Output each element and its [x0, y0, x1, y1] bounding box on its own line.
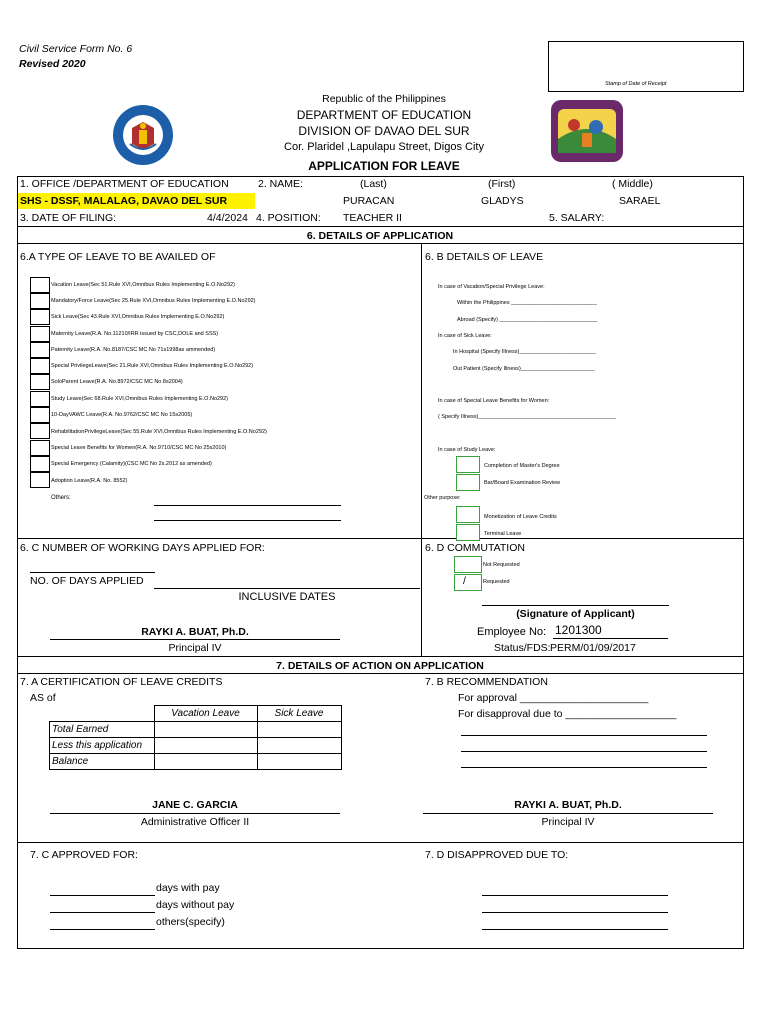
leave-checkbox-rehabilitation[interactable]: [30, 423, 50, 439]
header-address: Cor. Plaridel ,Lapulapu Street, Digos City: [284, 141, 484, 153]
leave-type-adoption: Adoption Leave(R.A. No. 8552): [51, 478, 128, 484]
leave-type-vawc: 10-DayVAWC Leave(R.A. No.9762/CSC MC No 15s2005): [51, 412, 193, 418]
days-without-pay-line[interactable]: [50, 912, 155, 913]
col-vacation-leave: Vacation Leave: [154, 706, 257, 722]
leave-type-rehabilitation: RehabilitationPrivilegeLeave(Sec 55.Rule XVI,Omnibus Rules Implementing E.O.No292): [51, 429, 267, 435]
days-with-pay-label: days with pay: [156, 882, 220, 894]
study-details-header: In case of Study Leave:: [438, 447, 496, 453]
filing-date-value[interactable]: 4/4/2024: [207, 212, 248, 224]
disapproved-line-3[interactable]: [482, 929, 668, 930]
first-name-value[interactable]: GLADYS: [481, 195, 524, 207]
leave-checkbox-vawc[interactable]: [30, 407, 50, 423]
working-days-title: 6. C NUMBER OF WORKING DAYS APPLIED FOR:: [20, 542, 265, 554]
col-sick-leave: Sick Leave: [257, 706, 341, 722]
principal-title-7: Principal IV: [541, 816, 595, 828]
form-frame: [17, 176, 744, 949]
cell-balance-vacation[interactable]: [154, 754, 257, 770]
leave-type-women: Special Leave Benefits for Women(R.A. No.9710/CSC MC No 25s2010): [51, 445, 227, 451]
requested-checkbox[interactable]: [454, 574, 482, 591]
leave-type-sick: Sick Leave(Sec 43.Rule XVI,Omnibus Rules Implementing E.O.No292): [51, 314, 225, 320]
days-with-pay-line[interactable]: [50, 895, 155, 896]
disapproved-line-2[interactable]: [482, 912, 668, 913]
officer-name: JANE C. GARCIA: [152, 799, 238, 811]
principal-title-6: Principal IV: [168, 642, 222, 654]
principal-name-6: RAYKI A. BUAT, Ph.D.: [141, 626, 249, 638]
leave-checkbox-maternity[interactable]: [30, 326, 50, 342]
others-line-1[interactable]: [154, 505, 341, 506]
requested-check-mark: /: [463, 575, 466, 587]
principal-name-7: RAYKI A. BUAT, Ph.D.: [514, 799, 622, 811]
office-value[interactable]: SHS - DSSF, MALALAG, DAVAO DEL SUR: [20, 195, 228, 207]
cell-total-vacation[interactable]: [154, 722, 257, 738]
leave-type-vacation: Vacation Leave(Sec 51.Rule XVI,Omnibus Rules Implementing E.O.No292): [51, 282, 235, 288]
status-label: Status/FDS:: [494, 642, 551, 654]
days-applied-label: NO. OF DAYS APPLIED: [30, 575, 144, 587]
in-hospital[interactable]: In Hospital (Specify Illness)_________________________: [453, 349, 596, 355]
within-philippines[interactable]: Within the Philippines ____________________________: [457, 300, 597, 306]
disapproved-line-1[interactable]: [482, 895, 668, 896]
leave-type-paternity: Paternity Leave(R.A. No.8187/CSC MC No 71s1998as ammended): [51, 347, 216, 353]
leave-checkbox-adoption[interactable]: [30, 472, 50, 488]
others-line-2[interactable]: [154, 520, 341, 521]
leave-credits-table: [49, 705, 342, 770]
receipt-stamp-label: Stamp of Date of Receipt: [605, 81, 667, 87]
last-name-label: (Last): [360, 178, 387, 190]
rule: [17, 243, 743, 244]
leave-type-special-privilege: Special PrivilegeLeave(Sec 21.Rule XVI,Omnibus Rules Implementing E.O.No292): [51, 363, 254, 369]
leave-checkbox-special-privilege[interactable]: [30, 358, 50, 374]
row-total-earned: Total Earned: [50, 722, 155, 738]
status-value[interactable]: PERM/01/09/2017: [550, 642, 636, 654]
days-without-pay-label: days without pay: [156, 899, 235, 911]
terminal-leave-label: Terminal Leave: [484, 531, 522, 537]
leave-type-mandatory: Mandatory/Force Leave(Sec 25.Rule XVI,Omnibus Rules Implementing E.O.No292): [51, 298, 256, 304]
monetization-checkbox[interactable]: [456, 506, 480, 523]
abroad-specify[interactable]: Abroad (Specify) ________________________________: [457, 317, 598, 323]
board-review-checkbox[interactable]: [456, 474, 480, 491]
rule: [17, 538, 743, 539]
working-days-line[interactable]: [30, 572, 155, 573]
rule: [17, 656, 743, 657]
davao-del-sur-seal-icon: [550, 99, 624, 163]
board-review-label: Bar/Board Examination Review: [484, 480, 561, 486]
out-patient[interactable]: Out Patient (Specify Illness)________________________: [453, 366, 595, 372]
leave-checkbox-paternity[interactable]: [30, 342, 50, 358]
last-name-value[interactable]: PURACAN: [343, 195, 395, 207]
employee-no-line: [553, 638, 668, 639]
leave-type-study: Study Leave(Sec 68.Rule XVI,Omnibus Rules Implementing E.O.No292): [51, 396, 229, 402]
applicant-signature-label: (Signature of Applicant): [516, 608, 635, 620]
leave-checkbox-women[interactable]: [30, 440, 50, 456]
certification-title: 7. A CERTIFICATION OF LEAVE CREDITS: [20, 676, 223, 688]
others-specify-line[interactable]: [50, 929, 155, 930]
table-row: [50, 738, 342, 754]
middle-name-label: ( Middle): [612, 178, 653, 190]
for-approval[interactable]: For approval ______________________: [458, 692, 649, 704]
disapproval-line-2[interactable]: [461, 751, 707, 752]
sick-details-header: In case of Sick Leave:: [438, 333, 492, 339]
form-number: Civil Service Form No. 6: [19, 43, 133, 55]
leave-checkbox-sick[interactable]: [30, 309, 50, 325]
receipt-stamp-box: [548, 41, 744, 92]
leave-checkbox-study[interactable]: [30, 391, 50, 407]
leave-checkbox-solo-parent[interactable]: [30, 374, 50, 390]
not-requested-label: Not Requested: [483, 562, 520, 568]
table-cell: [50, 706, 155, 722]
cell-less-vacation[interactable]: [154, 738, 257, 754]
rule: [17, 842, 743, 843]
officer-signature-line: [50, 813, 340, 814]
principal-signature-line-7: [423, 813, 713, 814]
approved-for-title: 7. C APPROVED FOR:: [30, 849, 138, 861]
officer-title: Administrative Officer II: [140, 816, 250, 828]
row-balance: Balance: [50, 754, 155, 770]
table-row: [50, 754, 342, 770]
name-label: 2. NAME:: [258, 178, 303, 190]
inclusive-dates-label: INCLUSIVE DATES: [238, 591, 336, 603]
rule: [17, 226, 743, 227]
leave-type-maternity: Maternity Leave(R.A. No.11210/IRR issued by CSC,DOLE and SSS): [51, 331, 219, 337]
leave-type-solo-parent: SoloParent Leave(R.A. No.8972/CSC MC No 8s2004): [51, 379, 183, 385]
others-specify-label: others(specify): [156, 916, 225, 928]
women-details-header: In case of Special Leave Benefits for Women:: [438, 398, 550, 404]
terminal-leave-checkbox[interactable]: [456, 524, 480, 541]
employee-no-label: Employee No:: [477, 626, 547, 638]
as-of-label: AS of: [30, 692, 56, 704]
cell-balance-sick[interactable]: [257, 754, 341, 770]
principal-signature-line-6: [50, 639, 340, 640]
not-requested-checkbox[interactable]: [454, 556, 482, 573]
leave-type-title: 6.A TYPE OF LEAVE TO BE AVAILED OF: [20, 251, 216, 263]
column-divider: [421, 243, 422, 656]
leave-checkbox-mandatory[interactable]: [30, 293, 50, 309]
applicant-signature-line[interactable]: [482, 605, 669, 606]
row-less-application: Less this application: [50, 738, 155, 754]
rule: [17, 673, 743, 674]
form-revision: Revised 2020: [19, 58, 86, 70]
table-row: [50, 706, 342, 722]
disapproval-line-3[interactable]: [461, 767, 707, 768]
cell-less-sick[interactable]: [257, 738, 341, 754]
disapproved-title: 7. D DISAPPROVED DUE TO:: [425, 849, 569, 861]
leave-checkbox-calamity[interactable]: [30, 456, 50, 472]
requested-label: Requested: [483, 579, 510, 585]
office-label: 1. OFFICE /DEPARTMENT OF EDUCATION: [20, 178, 229, 190]
commutation-title: 6. D COMMUTATION: [425, 542, 525, 554]
position-label: 4. POSITION:: [256, 212, 321, 224]
monetization-label: Monetization of Leave Credits: [484, 514, 557, 520]
form-title: APPLICATION FOR LEAVE: [308, 159, 460, 173]
position-value[interactable]: TEACHER II: [343, 212, 402, 224]
masters-label: Completion of Master's Degree: [484, 463, 560, 469]
first-name-label: (First): [488, 178, 516, 190]
masters-checkbox[interactable]: [456, 456, 480, 473]
cell-total-sick[interactable]: [257, 722, 341, 738]
table-row: [50, 722, 342, 738]
header-department: DEPARTMENT OF EDUCATION: [296, 108, 472, 122]
leave-details-title: 6. B DETAILS OF LEAVE: [425, 251, 544, 263]
middle-name-value[interactable]: SARAEL: [619, 195, 661, 207]
header-division: DIVISION OF DAVAO DEL SUR: [298, 124, 470, 138]
deped-seal-icon: [112, 104, 174, 166]
section7-title: 7. DETAILS OF ACTION ON APPLICATION: [276, 660, 484, 672]
recommendation-title: 7. B RECOMMENDATION: [425, 676, 548, 688]
salary-label: 5. SALARY:: [549, 212, 605, 224]
inclusive-dates-line[interactable]: [154, 588, 420, 589]
other-purpose-label: Other purpose:: [424, 495, 461, 501]
for-disapproval[interactable]: For disapproval due to ___________________: [458, 708, 677, 720]
others-label: Others:: [51, 495, 71, 501]
section6-title: 6. DETAILS OF APPLICATION: [306, 230, 454, 242]
vacation-details-header: In case of Vacation/Special Privilege Leave:: [438, 284, 545, 290]
leave-type-calamity: Special Emergency (Calamity)(CSC MC No 2s.2012 as amended): [51, 461, 212, 467]
women-specify-illness[interactable]: ( Specify Illness)_____________________________________________: [438, 414, 616, 420]
header-republic: Republic of the Philippines: [322, 93, 446, 105]
employee-no-value[interactable]: 1201300: [555, 623, 602, 637]
leave-checkbox-vacation[interactable]: [30, 277, 50, 293]
filing-date-label: 3. DATE OF FILING:: [20, 212, 117, 224]
disapproval-line-1[interactable]: [461, 735, 707, 736]
